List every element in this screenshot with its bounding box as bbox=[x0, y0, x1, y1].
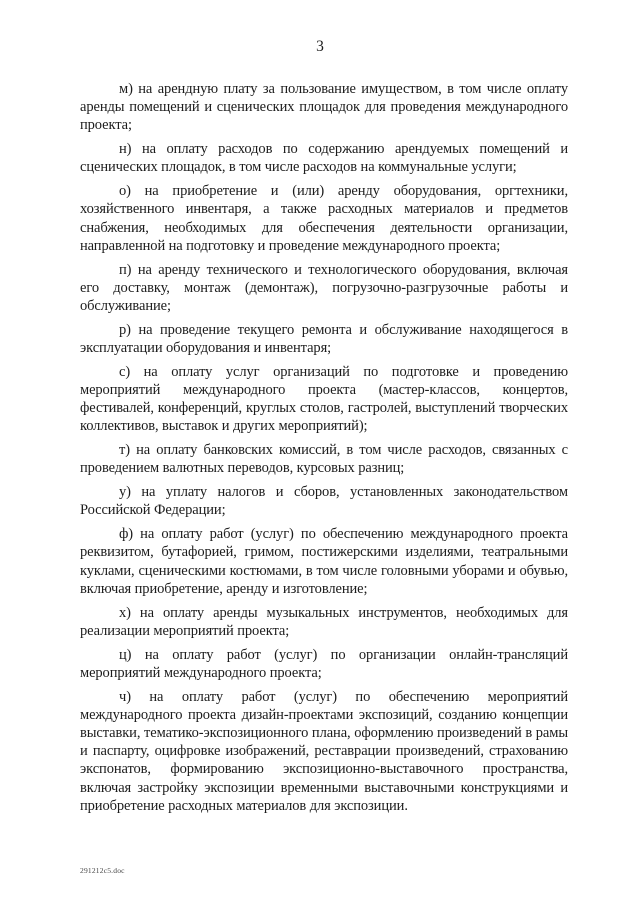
paragraph-r: р) на проведение текущего ремонта и обслуживание находящегося в эксплуатации оборудования и инвентаря; bbox=[80, 321, 568, 357]
paragraph-p: п) на аренду технического и технологического оборудования, включая его доставку, монтаж (демонтаж), погрузочно-разгрузочные работы и обслуживание; bbox=[80, 261, 568, 315]
page-number: 3 bbox=[316, 38, 324, 55]
paragraph-t: т) на оплату банковских комиссий, в том числе расходов, связанных с проведением валютных переводов, курсовых разниц; bbox=[80, 442, 568, 477]
paragraph-kh: х) на оплату аренды музыкальных инструментов, необходимых для реализации мероприятий проекта; bbox=[80, 604, 568, 639]
file-name-footer: 291212c5.doc bbox=[80, 866, 125, 875]
document-body bbox=[80, 80, 568, 821]
paragraph-ts: ц) на оплату работ (услуг) по организации онлайн-трансляций мероприятий международного проекта; bbox=[80, 646, 568, 681]
paragraph-f: ф) на оплату работ (услуг) по обеспечению международного проекта реквизитом, бутафорией, гримом, постижерскими изделиями, театральными куклами, сценическими костюмами, в том числе головными уборами и обувью, включая приобретение, аренду и изготовление; bbox=[80, 526, 568, 597]
paragraph-ch: ч) на оплату работ (услуг) по обеспечению мероприятий международного проекта дизайн-проектами экспозиций, созданию концепции выставки, тематико-экспозиционного плана, оформлению произведений в рамы и паспарту, оцифровке изображений, реставрации произведений, страхованию экспонатов, формированию экспозиционно-выставочного пространства, включая застройку экспозиции временными выставочными конструкциями и приобретение расходных материалов для экспозиции. bbox=[80, 688, 568, 814]
paragraph-s: с) на оплату услуг организаций по подготовке и проведению мероприятий международного проекта (мастер-классов, концертов, фестивалей, конференций, круглых столов, гастролей, выступлений творческих коллективов, выставок и других мероприятий); bbox=[80, 363, 568, 435]
paragraph-o: о) на приобретение и (или) аренду оборудования, оргтехники, хозяйственного инвентаря, а также расходных материалов и предметов снабжения, необходимых для обеспечения деятельности организации, направленной на подготовку и проведение международного проекта; bbox=[80, 183, 568, 254]
paragraph-m: м) на арендную плату за пользование имуществом, в том числе оплату аренды помещений и сценических площадок для проведения международного проекта; bbox=[80, 81, 568, 134]
paragraph-n: н) на оплату расходов по содержанию арендуемых помещений и сценических площадок, в том числе расходов на коммунальные услуги; bbox=[80, 141, 568, 176]
paragraph-u: у) на уплату налогов и сборов, установленных законодательством Российской Федерации; bbox=[80, 484, 568, 519]
